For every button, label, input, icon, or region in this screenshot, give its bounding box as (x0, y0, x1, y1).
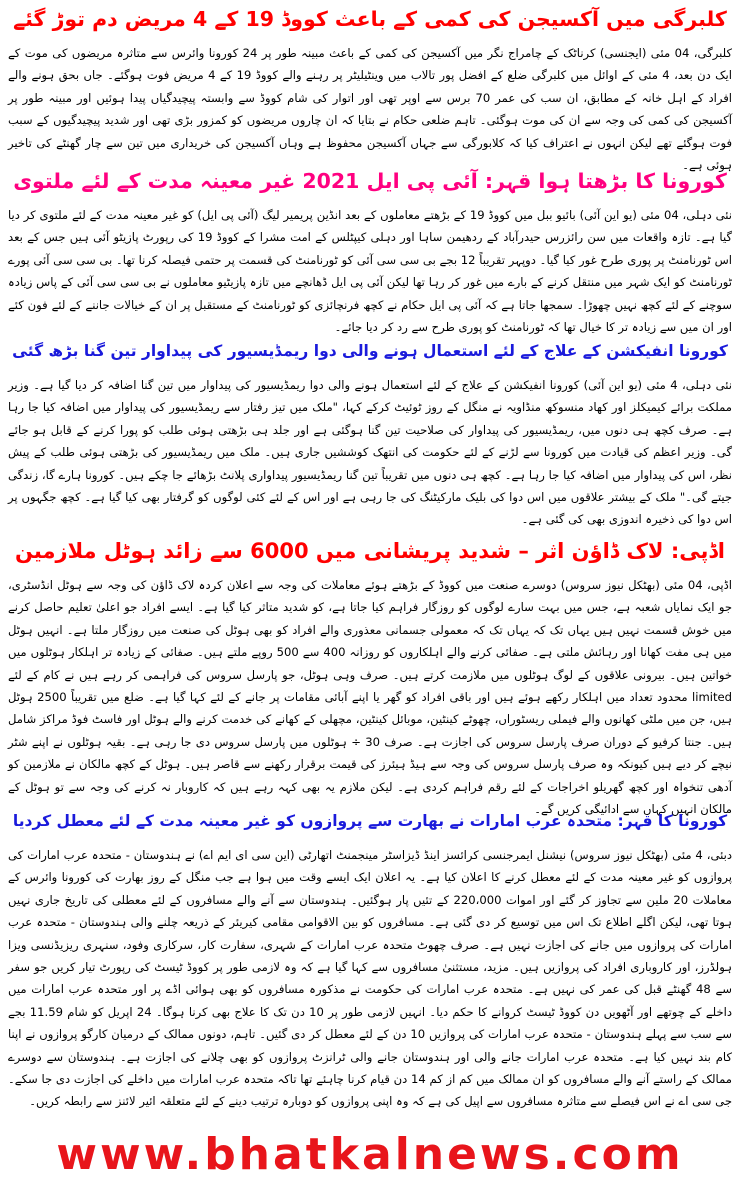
article-remdesivir-production (8, 336, 732, 546)
article-body: اڈپی، 04 مئی (بھٹکل نیوز سروس) دوسرے صنعت میں کووڈ کے بڑھتے ہوئے معاملات کی وجہ سے اعلان کردہ لاک ڈاؤن کی وجہ سے ہوٹل انڈسٹری، جو ایک نمایاں شعبہ ہے، جس میں بہت سارے لوگوں کو روزگار فراہم کیا جاتا ہے، کو شدید متاثر کیا گیا ہے۔ ایسے افراد جو اعلیٰ تعلیم حاصل کرنے میں خوش قسمت نہیں ہیں یہاں تک کہ یہاں تک کہ معمولی جسمانی معذوری والے افراد کو بھی ہوٹل کی صنعت میں روزگار ملتا ہے۔ انہیں ہوٹل میں ہی مفت کھانا اور رہائش ملتی ہے۔ صفائی کرنے والے اہلکاروں کو روزانہ 400 سے 500 روپے ملتے ہیں۔ صفائی کے زیادہ تر اہلکار ہوٹلوں میں خواتین ہیں۔ بیرونی علاقوں کے لوگ ہوٹلوں میں ملازمت کرتے ہیں۔ صرف وہی ہوٹل، جو پارسل سروس کی فراہمی کر رہے ہیں نے کام کے لئے limited محدود تعداد میں اہلکار رکھے ہوئے ہیں اور باقی افراد کو گھر یا اپنے آبائی مقامات پر جانے کے لئے کہا گیا ہے۔ ضلع میں تقریباً 2500 ہوٹل ہیں، جن میں ملٹی کھانوں والے فیملی ریسٹوراں، چھوٹے کینٹین، موبائل کینٹین، مچھلی کے کھانے کی خدمت کرنے والے ہوٹل اور فاسٹ فوڈ مراکز شامل ہیں۔ جنتا کرفیو کے دوران صرف پارسل سروس کی اجازت ہے۔ صرف 30 ÷ ہوٹلوں میں پارسل سروس دی جا رہی ہے۔ بقیہ ہوٹلوں نے اپنے شٹر نیچے کر دیے ہیں کیونکہ وہ صرف پارسل سروس کی وجہ سے ہیڈ ہیئرز کی قیمت برقرار رکھنے سے قاصر ہیں۔ ہوٹل کے کچھ مالکان نے ملازمین کو آدھی تنخواہ اور کچھ گھریلو اخراجات کے لئے رقم فراہم کردی ہے۔ لیکن ملازم یہ بھی کہہ رہے ہیں کہ کاروبار نہ کرنے کی وجہ سے تو ہوٹل کے مالکان انہیں کہاں سے ادائیگی کریں گے۔ (8, 578, 732, 817)
article-uae-flights-suspended (8, 806, 732, 1122)
article-headline: کورونا انفیکشن کے علاج کے لئے استعمال ہونے والی دوا ریمڈیسیور کی پیداوار تین گنا بڑھ گئی (12, 342, 728, 360)
article-body: کلبرگی، 04 مئی (ایجنسی) کرناٹک کے چامراج نگر میں آکسیجن کی کمی کے باعث مبینہ طور پر 24 کورونا وائرس سے متاثرہ مریضوں کی موت کے ایک دن بعد، 4 مئی کے اوائل میں کلبرگی ضلع کے افضل پور تالاب میں وینٹیلیٹر پر رہنے والے کووڈ 19 کے 4 مریض فوت ہوگئے۔ جاں بحق ہونے والے افراد کے اہل خانہ کے مطابق، ان سب کی عمر 70 برس سے اوپر تھی اور اتوار کی شام کووڈ سے وابستہ پیچیدگیاں پیدا ہوئیں اور مبینہ طور پر آکسیجن کی کمی کی وجہ سے ان کی موت ہوگئی۔ تاہم ضلعی حکام نے بتایا کہ ان چاروں مریضوں کو کمزور بڑی تھی اور شدید پیچیدگیوں کے سبب فوت ہوگئے تھے لیکن انہوں نے اعتراف کیا کہ کلابورگی سے جہاں آکسیجن محفوظ ہے وہاں آکسیجن کی خریداری میں تین سے چار گھنٹے کی تاخیر ہوئی ہے۔ (8, 46, 732, 173)
article-kalaburagi-oxygen (8, 4, 732, 173)
article-headline: کورونا کا قہر: متحدہ عرب امارات نے بھارت سے پروازوں کو غیر معینہ مدت کے لئے معطل کردیا (12, 812, 728, 830)
article-ipl-postponed (8, 166, 732, 344)
article-headline: کلبرگی میں آکسیجن کی کمی کے باعث کووڈ 19 کے 4 مریض دم توڑ گئے (13, 7, 727, 31)
article-udupi-hotel-workers (8, 536, 732, 817)
article-body: نئی دہلی، 4 مئی (یو این آئی) کورونا انفیکشن کے علاج کے لئے استعمال ہونے والی دوا ریمڈیسیور کی پیداوار میں تین گنا اضافہ کر دیا گیا ہے۔ وزیر مملکت برائے کیمیکلز اور کھاد منسوکھ منڈاویہ نے منگل کے روز ٹوئیٹ کرکے کہا، "ملک میں تیز رفتار سے ریمڈیسیور کی پیداوار میں اضافہ کیا جا رہا ہے۔ صرف کچھ ہی دنوں میں، ریمڈیسیور کی پیداوار کی صلاحیت تین گنا ہوگئی ہے اور جلد ہی بڑھتی ہوئی طلب کو پورا کرنے کے قابل ہو جائے گی۔ وزیر اعظم کی قیادت میں کورونا سے لڑنے کے لئے حکومت کی انتھک کوششیں جاری ہیں۔ ملک میں ریمڈیسیور کی بڑھتی ہوئی طلب کے پیش نظر، اس کی پیداوار میں اضافہ کیا جا رہا ہے۔ کچھ ہی دنوں میں تقریباً تین گنا ریمڈیسیور پیداواری پلانٹ بڑھائے جا چکے ہیں۔ کورونا ہارے گا، زندگی جیتے گی۔" ملک کے بیشتر علاقوں میں اس دوا کی بلیک مارکیٹنگ کی جا رہی ہے اور اس کے لئے کئی لوگوں کو گرفتار بھی کیا گیا ہے۔ کچھ جگہوں پر اس دوا کی ذخیرہ اندوزی بھی کی گئی ہے۔ (8, 378, 732, 527)
article-headline: کورونا کا بڑھتا ہوا قہر: آئی پی ایل 2021 غیر معینہ مدت کے لئے ملتوی (13, 169, 727, 193)
article-body: نئی دہلی، 04 مئی (یو این آئی) بائیو ببل میں کووڈ 19 کے بڑھتے معاملوں کے بعد انڈین پریمیر لیگ (آئی پی ایل) کو غیر معینہ مدت کے لئے ملتوی کر دیا گیا ہے۔ تازہ واقعات میں سن رائزرس حیدرآباد کے ردھیمن ساہا اور دہلی کیپٹلس کے امت مشرا کے کووڈ 19 کی رپورٹ پازیٹو آئی ہیں جس کے بعد اس ٹورنامنٹ پر پوری طرح غور کیا گیا۔ دوپہر تقریباً 12 بجے بی سی سی آئی کو ٹورنامنٹ کی قسمت پر حتمی فیصلہ کرنا تھا۔ بی سی سی آئی پورے ٹورنامنٹ کو ایک شہر میں منتقل کرنے کے بارے میں غور کر رہا تھا لیکن آئی پی ایل ڈھانچے میں تازہ پازیٹیو معاملوں نے بی سی سی آئی کے پاس زیادہ سوچنے کے لئے کچھ نہیں چھوڑا۔ سمجھا جاتا ہے کہ آئی پی ایل حکام نے کچھ فرنچائزی کو ٹورنامنٹ کے مستقبل پر ان کے خیالات جاننے کے لئے فون کئے اور ان میں سے زیادہ تر کا خیال تھا کہ ٹورنامنٹ کو پوری طرح سے رد کر دیا جائے۔ (8, 208, 732, 335)
article-headline: اڈپی: لاک ڈاؤن اثر – شدید پریشانی میں 6000 سے زائد ہوٹل ملازمین (15, 539, 725, 563)
site-footer-url: www.bhatkalnews.com (56, 1129, 684, 1180)
article-body: دبئی، 4 مئی (بھٹکل نیوز سروس) نیشنل ایمرجنسی کرائسز اینڈ ڈیزاسٹر مینجمنٹ اتھارٹی (این سی ای ایم اے) نے ہندوستان - متحدہ عرب امارات کی پروازوں کو غیر معینہ مدت کے لئے معطل کرنے کا اعلان کیا ہے۔ یہ اعلان ایک ایسے وقت میں ہوا ہے جب منگل کے روز بھارت کی کورونا وائرس کے معاملات 20 ملین سے تجاوز کر گئے اور اموات 220،000 کے تئیں پار ہوگئیں۔ ہندوستان سے آنے والے مسافروں کے لئے معطلی کی تاریخ جاری نہیں ہوتا تھی، لیکن اگلے اطلاع تک اس میں توسیع کر دی گئی ہے۔ مسافروں کو بین الاقوامی مقامی کیریئر کے ذریعہ چلنے والی ہندوستان - متحدہ عرب امارات کی پروازوں میں جانے کی اجازت نہیں ہے۔ صرف چھوٹ متحدہ عرب امارات کے شہری، سفارت کار، سرکاری وفود، سنہری ریزیڈنسی ویزا ہولڈرز، اور کاروباری افراد کی پروازیں ہیں۔ مزید، مستثنیٰ مسافروں سے کہا گیا ہے کہ وہ لازمی طور پر کووڈ ٹیسٹ کی رپورٹ تیار کریں جو سفر سے 48 گھنٹے قبل کی عمر کی نہیں ہے۔ متحدہ عرب امارات کی حکومت نے مذکورہ مسافروں کو بھی ہوائی اڈے پر اور متحدہ عرب امارات میں داخلے کے چوتھے اور آٹھویں دن کووڈ ٹیسٹ کروانے کا حکم دیا۔ انہیں لازمی طور پر 10 دن تک کا علاج بھی کرنا ہوگا۔ 24 اپریل کو شام 11.59 بجے سے سب سے پہلے ہندوستان - متحدہ عرب امارات کی پروازیں 10 دن کے لئے معطل کر دی گئیں۔ تاہم، دونوں ممالک کے درمیان کارگو پروازوں نے اپنا کام بند نہیں کیا ہے۔ متحدہ عرب امارات جانے والی اور ہندوستان جانے والی ٹرانزٹ پروازوں کو بھی چلانے کی اجازت ہے۔ ہندوستان سے دوسرے ممالک کے راستے آنے والے مسافروں کو ان ممالک میں کم از کم 14 دن قیام کرنا چاہئے تھا تاکہ متحدہ عرب امارات میں داخلے کی اجازت دی جا سکے۔ جی سی اے نے اس فیصلے سے متاثرہ مسافروں سے اپیل کی ہے کہ وہ اپنی پروازوں کو دوبارہ ترتیب دینے کے لئے متعلقہ ائیر لائنز سے رابطہ کریں۔ (8, 848, 733, 1109)
